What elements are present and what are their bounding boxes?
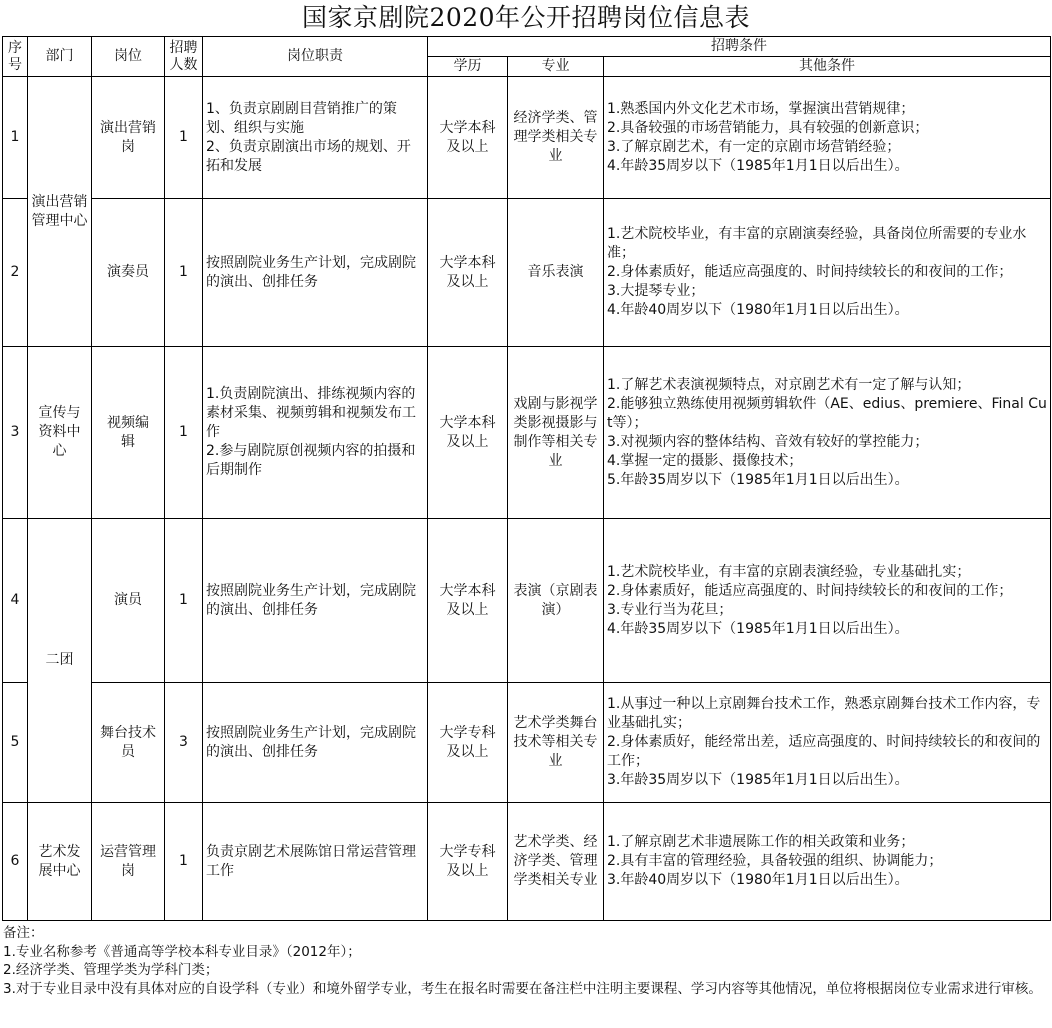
major-cell: 艺术学类舞台技术等相关专业 [508, 683, 604, 803]
other-cell: 1.艺术院校毕业，有丰富的京剧表演经验，专业基础扎实； 2.身体素质好，能适应高强度的、时间持续较长的和夜间的工作； 3.专业行当为花旦； 4.年龄35周岁以下（1985年1月1日以后出生）。 [604, 519, 1051, 683]
row-no: 4 [3, 519, 28, 683]
header-major: 专业 [508, 57, 604, 77]
row-no: 1 [3, 77, 28, 199]
duty-cell: 1、负责京剧剧目营销推广的策划、组织与实施 2、负责京剧演出市场的规划、开拓和发展 [203, 77, 428, 199]
count-cell: 1 [165, 519, 203, 683]
header-conditions: 招聘条件 [428, 37, 1051, 57]
edu-cell: 大学本科及以上 [428, 519, 508, 683]
note-item: 1.专业名称参考《普通高等学校本科专业目录》（2012年）； [3, 943, 361, 960]
count-cell: 1 [165, 199, 203, 347]
post-cell: 运营管理岗 [92, 803, 165, 921]
other-cell: 1.了解京剧艺术非遗展陈工作的相关政策和业务； 2.具有丰富的管理经验，具备较强的组织、协调能力； 3.年龄40周岁以下（1980年1月1日以后出生）。 [604, 803, 1051, 921]
major-cell: 艺术学类、经济学类、管理学类相关专业 [508, 803, 604, 921]
table-row [3, 77, 1051, 199]
recruitment-table [2, 36, 1051, 921]
dept-cell: 宣传与资料中心 [28, 347, 92, 519]
count-cell: 1 [165, 77, 203, 199]
header-dept: 部门 [28, 37, 92, 77]
header-post: 岗位 [92, 37, 165, 77]
notes-heading: 备注： [3, 925, 44, 941]
edu-cell: 大学专科及以上 [428, 803, 508, 921]
duty-cell: 按照剧院业务生产计划，完成剧院的演出、创排任务 [203, 199, 428, 347]
edu-cell: 大学本科及以上 [428, 199, 508, 347]
note-item: 3.对于专业目录中没有具体对应的自设学科（专业）和境外留学专业，考生在报名时需要在备注栏中注明主要课程、学习内容等其他情况，单位将根据岗位专业需求进行审核。 [3, 980, 1042, 997]
post-cell: 舞台技术员 [92, 683, 165, 803]
table-row [3, 199, 1051, 347]
other-cell: 1.从事过一种以上京剧舞台技术工作，熟悉京剧舞台技术工作内容，专业基础扎实； 2.身体素质好，能经常出差，适应高强度的、时间持续较长的和夜间的工作； 3.年龄35周岁以下（1985年1月1日以后出生）。 [604, 683, 1051, 803]
table-row [3, 803, 1051, 921]
count-cell: 1 [165, 803, 203, 921]
row-no: 2 [3, 199, 28, 347]
major-cell: 戏剧与影视学类影视摄影与制作等相关专业 [508, 347, 604, 519]
table-row [3, 683, 1051, 803]
dept-cell: 演出营销管理中心 [28, 77, 92, 347]
row-no: 5 [3, 683, 28, 803]
major-cell: 音乐表演 [508, 199, 604, 347]
count-cell: 1 [165, 347, 203, 519]
major-cell: 表演（京剧表演） [508, 519, 604, 683]
duty-cell: 1.负责剧院演出、排练视频内容的素材采集、视频剪辑和视频发布工作 2.参与剧院原创视频内容的拍摄和后期制作 [203, 347, 428, 519]
major-cell: 经济学类、管理学类相关专业 [508, 77, 604, 199]
post-cell: 演员 [92, 519, 165, 683]
notes [3, 924, 1049, 998]
header-duty: 岗位职责 [203, 37, 428, 77]
header-other: 其他条件 [604, 57, 1051, 77]
count-cell: 3 [165, 683, 203, 803]
edu-cell: 大学本科及以上 [428, 347, 508, 519]
other-cell: 1.艺术院校毕业，有丰富的京剧演奏经验，具备岗位所需要的专业水准； 2.身体素质好，能适应高强度的、时间持续较长的和夜间的工作； 3.大提琴专业； 4.年龄40周岁以下（1980年1月1日以后出生）。 [604, 199, 1051, 347]
dept-cell: 二团 [28, 519, 92, 803]
dept-cell: 艺术发展中心 [28, 803, 92, 921]
post-cell: 演出营销岗 [92, 77, 165, 199]
row-no: 3 [3, 347, 28, 519]
header-no: 序号 [3, 37, 28, 77]
page-title: 国家京剧院2020年公开招聘岗位信息表 [301, 3, 751, 32]
post-cell: 演奏员 [92, 199, 165, 347]
post-cell: 视频编辑 [92, 347, 165, 519]
duty-cell: 负责京剧艺术展陈馆日常运营管理工作 [203, 803, 428, 921]
duty-cell: 按照剧院业务生产计划，完成剧院的演出、创排任务 [203, 519, 428, 683]
table-row [3, 519, 1051, 683]
other-cell: 1.了解艺术表演视频特点，对京剧艺术有一定了解与认知； 2.能够独立熟练使用视频剪辑软件（AE、edius、premiere、Final Cut等）； 3.对视频内容的整体结构、音效有较好的掌控能力； 4.掌握一定的摄影、摄像技术； 5.年龄35周岁以下（1985年1月1日以后出生）。 [604, 347, 1051, 519]
duty-cell: 按照剧院业务生产计划，完成剧院的演出、创排任务 [203, 683, 428, 803]
other-cell: 1.熟悉国内外文化艺术市场，掌握演出营销规律； 2.具备较强的市场营销能力，具有较强的创新意识； 3.了解京剧艺术，有一定的京剧市场营销经验； 4.年龄35周岁以下（1985年1月1日以后出生）。 [604, 77, 1051, 199]
note-item: 2.经济学类、管理学类为学科门类； [3, 962, 219, 978]
table-row [3, 347, 1051, 519]
row-no: 6 [3, 803, 28, 921]
header-edu: 学历 [428, 57, 508, 77]
edu-cell: 大学专科及以上 [428, 683, 508, 803]
header-count: 招聘人数 [165, 37, 203, 77]
edu-cell: 大学本科及以上 [428, 77, 508, 199]
